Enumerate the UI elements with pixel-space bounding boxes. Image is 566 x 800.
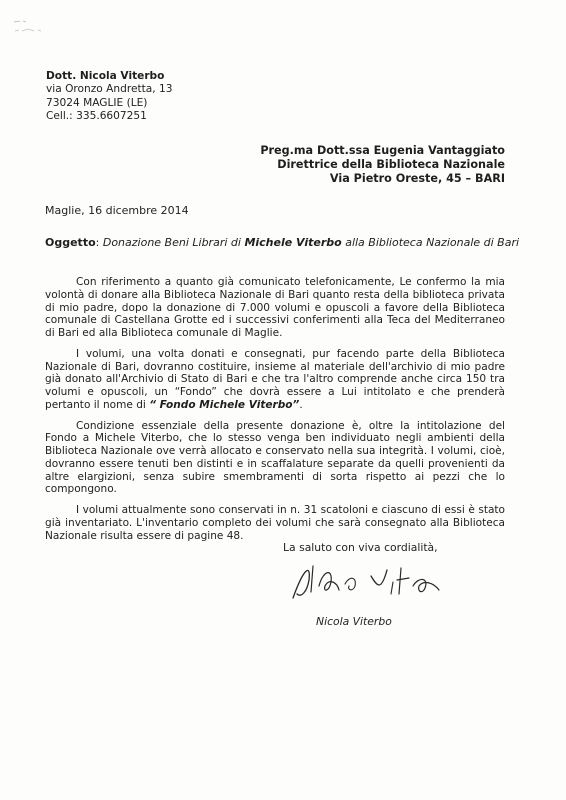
subject-colon: : <box>95 236 103 249</box>
subject-line <box>45 236 519 249</box>
recipient-line-2: Direttrice della Biblioteca Nazionale <box>277 157 505 171</box>
closing-salutation: La saluto con viva cordialità, <box>283 541 438 554</box>
subject-label: Oggetto <box>45 236 96 249</box>
sender-block <box>46 70 172 123</box>
fondo-name: “ Fondo Michele Viterbo” <box>149 398 300 411</box>
paragraph-1: Con riferimento a quanto già comunicato telefonicamente, Le confermo la mia volontà di donare alla Biblioteca Nazionale di Bari quanto resta della biblioteca privata di mio padre, dopo la donazione di 7.000 volumi e opuscoli a favore della Biblioteca comunale di Castellana Grotte ed i successivi conferimenti alla Teca del Mediterraneo di Bari ed alla Biblioteca comunale di Maglie. <box>45 276 505 339</box>
paragraph-2-text: I volumi, una volta donati e consegnati, pur facendo parte della Biblioteca Nazionale di Bari, dovranno costituire, insieme al materiale dell'archivio di mio padre già donato all'Archivio di Stato di Bari e che tra l'altro comprende anche circa 150 tra volumi e opuscoli, un “Fondo” che dovrà essere a Lui intitolato e che prenderà pertanto il nome di <box>45 347 505 411</box>
typed-signature-name: Nicola Viterbo <box>316 615 392 628</box>
sender-street: via Oronzo Andretta, 13 <box>46 83 173 96</box>
paragraph-4: I volumi attualmente sono conservati in n. 31 scatoloni e ciascuno di essi è stato già inventariato. L'inventario completo dei volumi che sarà consegnato alla Biblioteca Nazionale risulta essere di pagine 48. <box>45 504 505 542</box>
recipient-line-1: Preg.ma Dott.ssa Eugenia Vantaggiato <box>260 144 505 157</box>
letter-date: Maglie, 16 dicembre 2014 <box>45 204 189 217</box>
sender-name: Dott. Nicola Viterbo <box>46 70 165 82</box>
subject-text-after: alla Biblioteca Nazionale di Bari <box>341 236 520 249</box>
paragraph-2-end: . <box>299 398 303 411</box>
sender-phone: Cell.: 335.6607251 <box>46 109 147 122</box>
recipient-block <box>260 144 505 185</box>
letter-body <box>45 276 505 550</box>
paragraph-3: Condizione essenziale della presente donazione è, oltre la intitolazione del Fondo a Michele Viterbo, che lo stesso venga ben individuato negli ambienti della Biblioteca Nazionale ove verrà allocato e conservato nella sua integrità. I volumi, cioè, dovranno essere tenuti ben distinti e in scaffalature separate da quelli provenienti da altre elargizioni, senza subire smembramenti di sorta rispetto ai pezzi che lo compongono. <box>45 419 505 496</box>
subject-text-before: Donazione Beni Librari di <box>102 236 245 249</box>
paragraph-2 <box>45 348 505 412</box>
subject-name: Michele Viterbo <box>244 236 342 249</box>
sender-city: 73024 MAGLIE (LE) <box>46 96 148 109</box>
handwritten-signature <box>283 556 463 608</box>
recipient-line-3: Via Pietro Oreste, 45 – BARI <box>329 171 505 185</box>
scan-speck-marks <box>12 18 52 40</box>
